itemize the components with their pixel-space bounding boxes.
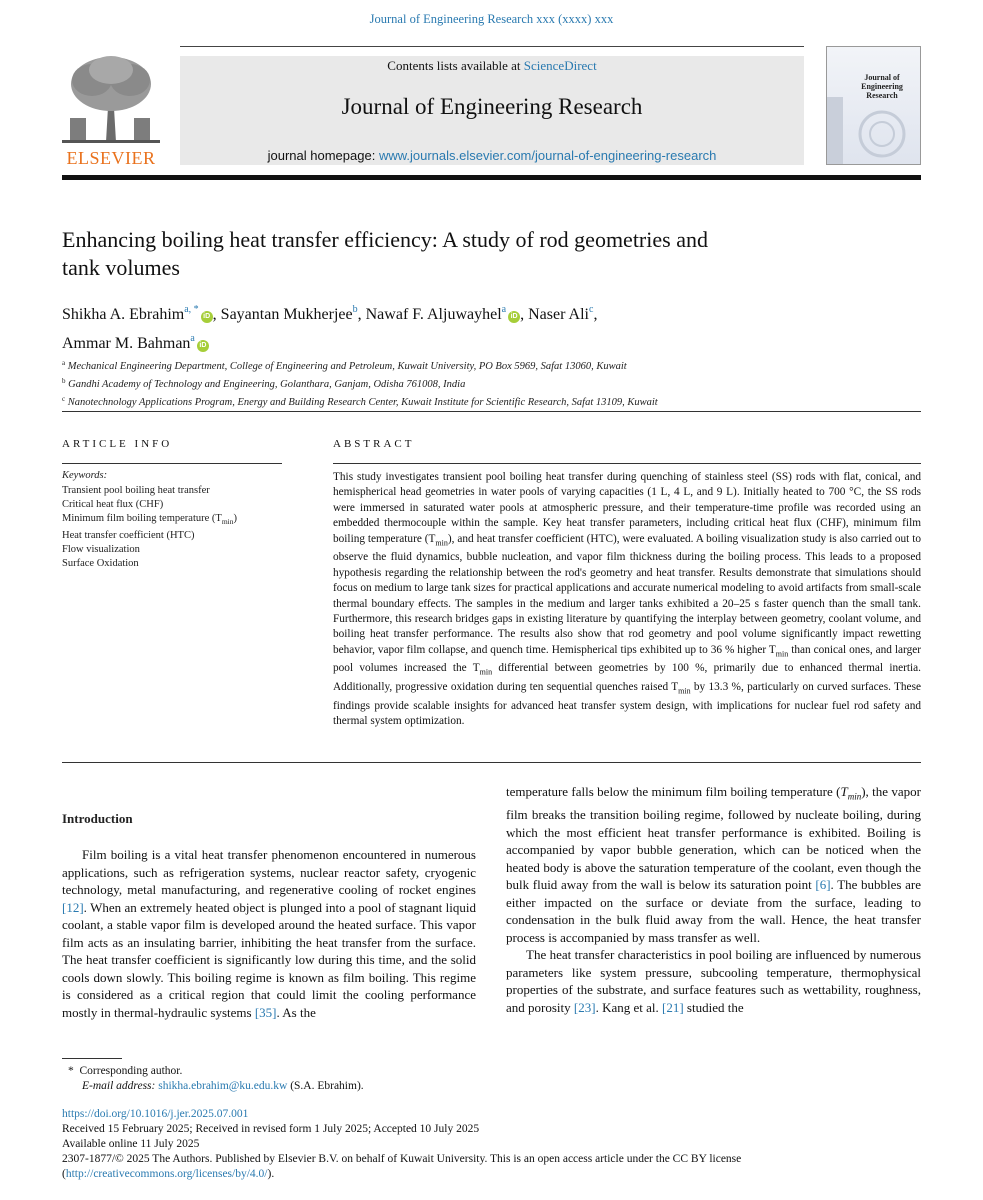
orcid-icon[interactable]: iD	[201, 311, 213, 323]
author-name[interactable]: Naser Ali	[528, 306, 589, 323]
keyword: Heat transfer coefficient (HTC)	[62, 530, 195, 542]
journal-cover-thumbnail[interactable]	[826, 46, 921, 165]
cover-emblem-icon	[851, 109, 913, 159]
author-affil-mark[interactable]: b	[352, 304, 358, 315]
orcid-icon[interactable]: iD	[508, 311, 520, 323]
body-paragraph: Film boiling is a vital heat transfer phenomenon encountered in numerous applications, such as refrigeration systems, nuclear reactor safety, cryogenic technology, metal manufacturing, and regenerative cooling of rocket engines [12]. When an extremely heated object is plunged into a pool of stagnant liquid coolant, a stable vapor film is developed around the heated surface. This vapor film acts as an insulating barrier, inhibiting the heat transfer from the surface. The heat transfer coefficient is significantly low during this time, and the solid cools down slowly. This boiling regime is known as film boiling. This regime is considered as a critical region that could limit the cooling performance mostly in thermal-hydraulic systems [35]. As the	[62, 847, 476, 1020]
keyword: Flow visualization	[62, 544, 140, 556]
introduction-heading: Introduction	[62, 811, 133, 826]
license-link[interactable]: http://creativecommons.org/licenses/by/4.0/	[65, 1168, 268, 1180]
author-affil-mark[interactable]: a, *	[184, 304, 199, 315]
keyword: Critical heat flux (CHF)	[62, 499, 164, 510]
abstract-rule	[333, 463, 921, 464]
author-affil-mark[interactable]: a	[190, 333, 195, 344]
header-divider	[62, 175, 921, 180]
keyword: Minimum film boiling temperature $(T_{min})$	[62, 513, 237, 527]
footnotes	[62, 1064, 922, 1094]
publisher-wordmark: ELSEVIER	[66, 148, 156, 168]
author-list: Shikha A. Ebrahim$^{a, *}$iD , Sayantan Mukherjee$^b$, Nawaf F. Aljuwayhel$^a$iD , Naser Ali$^c$, Ammar M. Bahman$^a$iD	[62, 304, 598, 352]
affiliation: $^b$ Gandhi Academy of Technology and Engineering, Golanthara, Ganjam, Odisha 761008, India	[62, 377, 466, 390]
citation-link[interactable]: [23]	[573, 999, 596, 1015]
email-link[interactable]: shikha.ebrahim@ku.edu.kw	[158, 1080, 288, 1092]
received-dates: Received 15 February 2025; Received in revised form 1 July 2025; Accepted 10 July 2025	[62, 1123, 480, 1135]
license-text: 2307-1877/© 2025 The Authors. Published by Elsevier B.V. on behalf of Kuwait University. This is an open access article under the CC BY license (http://creativecommons.org/licenses/by/4.0/).	[62, 1153, 742, 1180]
author-affil-mark[interactable]: c	[588, 304, 594, 315]
keyword: Surface Oxidation	[62, 558, 139, 570]
abstract-heading: ABSTRACT	[333, 438, 415, 450]
author-name[interactable]: Nawaf F. Aljuwayhel	[365, 306, 502, 323]
author-name[interactable]: Shikha A. Ebrahim	[62, 306, 185, 323]
cover-title: Journal of Engineering Research	[861, 73, 903, 100]
body-column-right	[506, 783, 921, 1016]
footnote-rule	[62, 1058, 122, 1059]
article-info-heading: ARTICLE INFO	[62, 438, 173, 450]
body-column-left	[62, 846, 476, 1021]
keyword: Transient pool boiling heat transfer	[62, 485, 210, 496]
section-divider	[62, 411, 921, 412]
sciencedirect-link[interactable]: ScienceDirect	[523, 58, 597, 73]
affiliation: $^c$ Nanotechnology Applications Program, Energy and Building Research Center, Kuwait Institute for Scientific Research, Safat 13109, Kuwait	[62, 395, 658, 408]
email-note: E-mail address: shikha.ebrahim@ku.edu.kw (S.A. Ebrahim).	[82, 1080, 364, 1092]
section-divider	[62, 762, 921, 763]
keywords-label: Keywords:	[62, 470, 108, 481]
contents-line: Contents lists available at ScienceDirect	[387, 58, 597, 73]
author-name[interactable]: Ammar M. Bahman	[62, 335, 191, 352]
body-paragraph: The heat transfer characteristics in pool boiling are influenced by numerous parameters like system pressure, subcooling temperature, thermophysical properties of the substrate, and surface features such as wettability, roughness, and porosity [23]. Kang et al. [21] studied the	[506, 947, 921, 1015]
article-info-rule	[62, 463, 282, 464]
abstract-text: This study investigates transient pool boiling heat transfer during quenching of stainless steel (SS) rods with flat, conical, and hemispherical head geometries in water pools of varying capacities (1 L, 4 L, and 9 L). Initially heated to 700 °C, the SS rods were immersed in saturated water pools at atmospheric pressure, and their temperature-time profile was recorded using an embedded thermocouple within the sample. Key heat transfer parameters, including critical heat flux (CHF), minimum film boiling temperature $(T_{min})$, and heat transfer coefficient (HTC), were evaluated. A boiling visualization study is also carried out to observe the fluid dynamics, bubble nucleation, and vapor film thickness during the boiling process. This leads to a proposed hypothesis regarding the relationship between the rod's geometry and heat transfer. Results demonstrate that simulations should focus on medium to large tank sizes for practical applications and accurate numerical modeling to avoid artifacts from small-scale thermal boundary effects. The samples in the medium and larger tanks exhibited a 20–25 s faster quench than the small tank. Furthermore, this research bridges gaps in existing literature by quantifying the interplay between geometry, coolant volume, and boiling heat transfer performance. The results also show that rod geometry and pool volume significantly impact rewetting behavior, vapor film collapse, and quench time. Hemispherical tips exhibited up to 36 % higher $T_{min}$ than conical ones, and larger pool volumes increased the $T_{min}$ differential between geometries by 100 %, primarily due to enhanced thermal inertia. Additionally, progressive oxidation during ten sequential quenches raised $T_{min}$ by 13.3 %, particularly on curved surfaces. These findings provide scalable insights for advanced heat transfer system design, with implications for nuclear fuel rod safety and thermal system optimization.	[333, 471, 922, 728]
author-affil-mark[interactable]: a	[501, 304, 507, 315]
citation-link[interactable]: [21]	[661, 999, 684, 1015]
body-paragraph: temperature falls below the minimum film boiling temperature $(T_{min})$, the vapor film breaks the transition boiling regime, followed by nucleate boiling, during which the most efficient heat transfer performance is exhibited. Boiling is accompanied by vapor bubble generation, which can be noticed when the heated body is above the saturation temperature of the coolant, even though the bulk fluid away from the wall is below its saturation point [6]. The bubbles are either impacted on the surface or deviate from the surface, leading to condensation in the bulk fluid away from the wall. Hence, the heat transfer process is accompanied by mass transfer as well.	[506, 784, 922, 945]
corresponding-author-note: * Corresponding author.	[68, 1065, 183, 1077]
affiliations	[62, 356, 922, 410]
citation-link[interactable]: [6]	[815, 877, 831, 893]
article-title: Enhancing boiling heat transfer efficiency: A study of rod geometries and tank volumes	[62, 227, 708, 280]
header-rule	[180, 46, 804, 47]
doi-link[interactable]: https://doi.org/10.1016/j.jer.2025.07.001	[62, 1108, 249, 1120]
publication-info	[62, 1107, 922, 1182]
affiliation: $^a$ Mechanical Engineering Department, College of Engineering and Petroleum, Kuwait University, PO Box 5969, Safat 13060, Kuwait	[62, 359, 627, 372]
available-online: Available online 11 July 2025	[62, 1138, 200, 1150]
journal-title: Journal of Engineering Research	[341, 94, 643, 119]
journal-banner	[180, 56, 804, 165]
homepage-line: journal homepage: www.journals.elsevier.com/journal-of-engineering-research	[267, 148, 717, 163]
journal-homepage-link[interactable]: www.journals.elsevier.com/journal-of-engineering-research	[378, 148, 717, 163]
orcid-icon[interactable]: iD	[197, 340, 209, 352]
keywords-list	[62, 484, 292, 571]
citation-link[interactable]: [12]	[62, 899, 84, 915]
running-head[interactable]: Journal of Engineering Research xxx (xxxx) xxx	[369, 12, 614, 26]
author-name[interactable]: Sayantan Mukherjee	[220, 306, 353, 323]
citation-link[interactable]: [35]	[254, 1004, 277, 1020]
cover-spine	[827, 97, 843, 165]
